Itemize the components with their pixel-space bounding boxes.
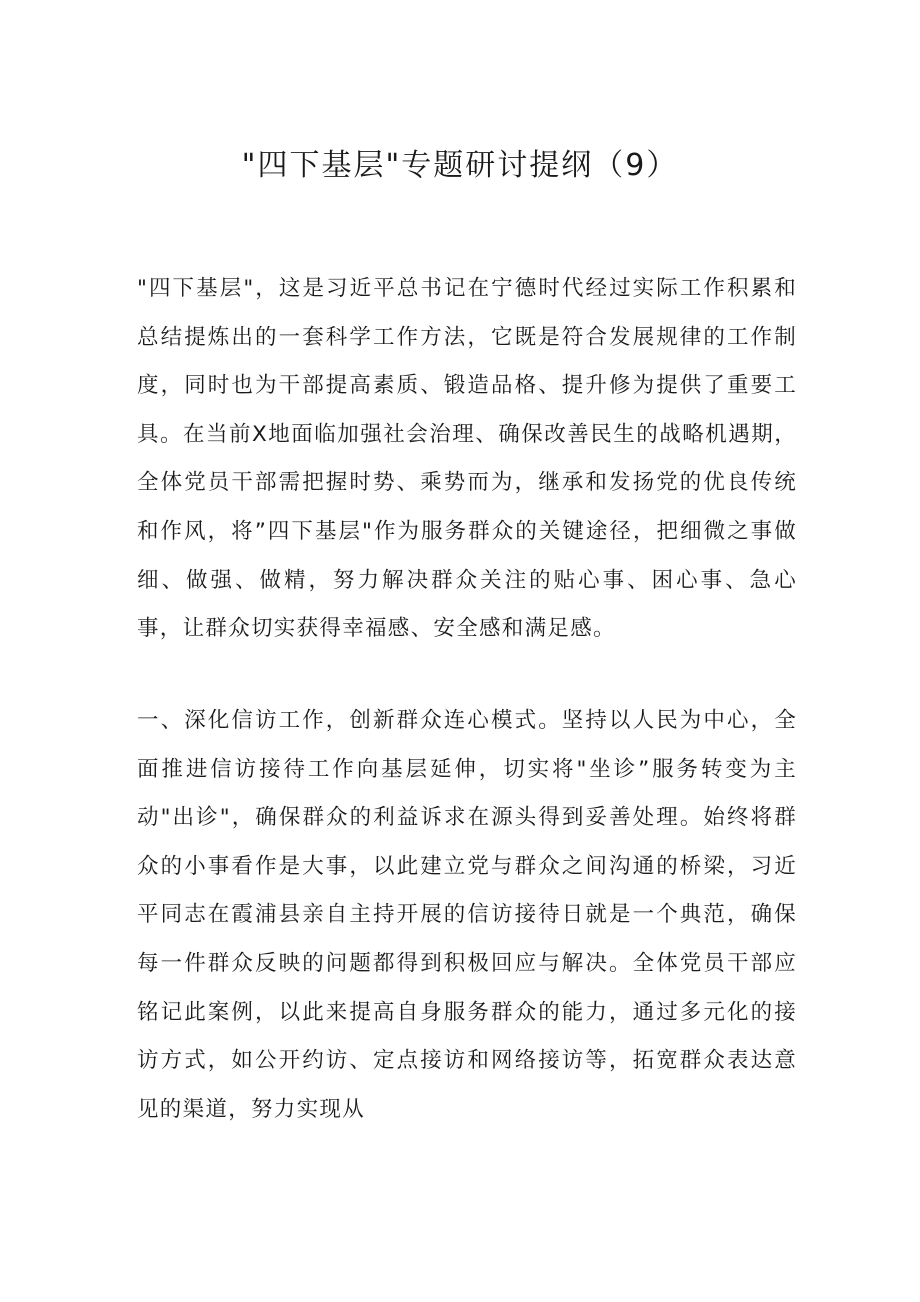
paragraph-section-one: 一、深化信访工作，创新群众连心模式。坚持以人民为中心，全面推进信访接待工作向基层延伸，切实将"坐诊”服务转变为主动"出诊"，确保群众的利益诉求在源头得到妥善处理。始终将群众的小事看作是大事，以此建立党与群众之间沟通的桥梁，习近平同志在霞浦县亲自主持开展的信访接待日就是一个典范，确保每一件群众反映的问题都得到积极回应与解决。全体党员干部应铭记此案例，以此来提高自身服务群众的能力，通过多元化的接访方式，如公开约访、定点接访和网络接访等，拓宽群众表达意见的渠道，努力实现从 <box>137 708 797 1122</box>
document-title: "四下基层"专题研讨提纲（9） <box>241 148 679 183</box>
paragraph-intro: "四下基层"，这是习近平总书记在宁德时代经过实际工作积累和总结提炼出的一套科学工作方法，它既是符合发展规律的工作制度，同时也为干部提高素质、锻造品格、提升修为提供了重要工具。在当前X地面临加强社会治理、确保改善民生的战略机遇期，全体党员干部需把握时势、乘势而为，继承和发扬党的优良传统和作风，将”四下基层"作为服务群众的关键途径，把细微之事做细、做强、做精，努力解决群众关注的贴心事、困心事、急心事，让群众切实获得幸福感、安全感和满足感。 <box>137 276 797 642</box>
